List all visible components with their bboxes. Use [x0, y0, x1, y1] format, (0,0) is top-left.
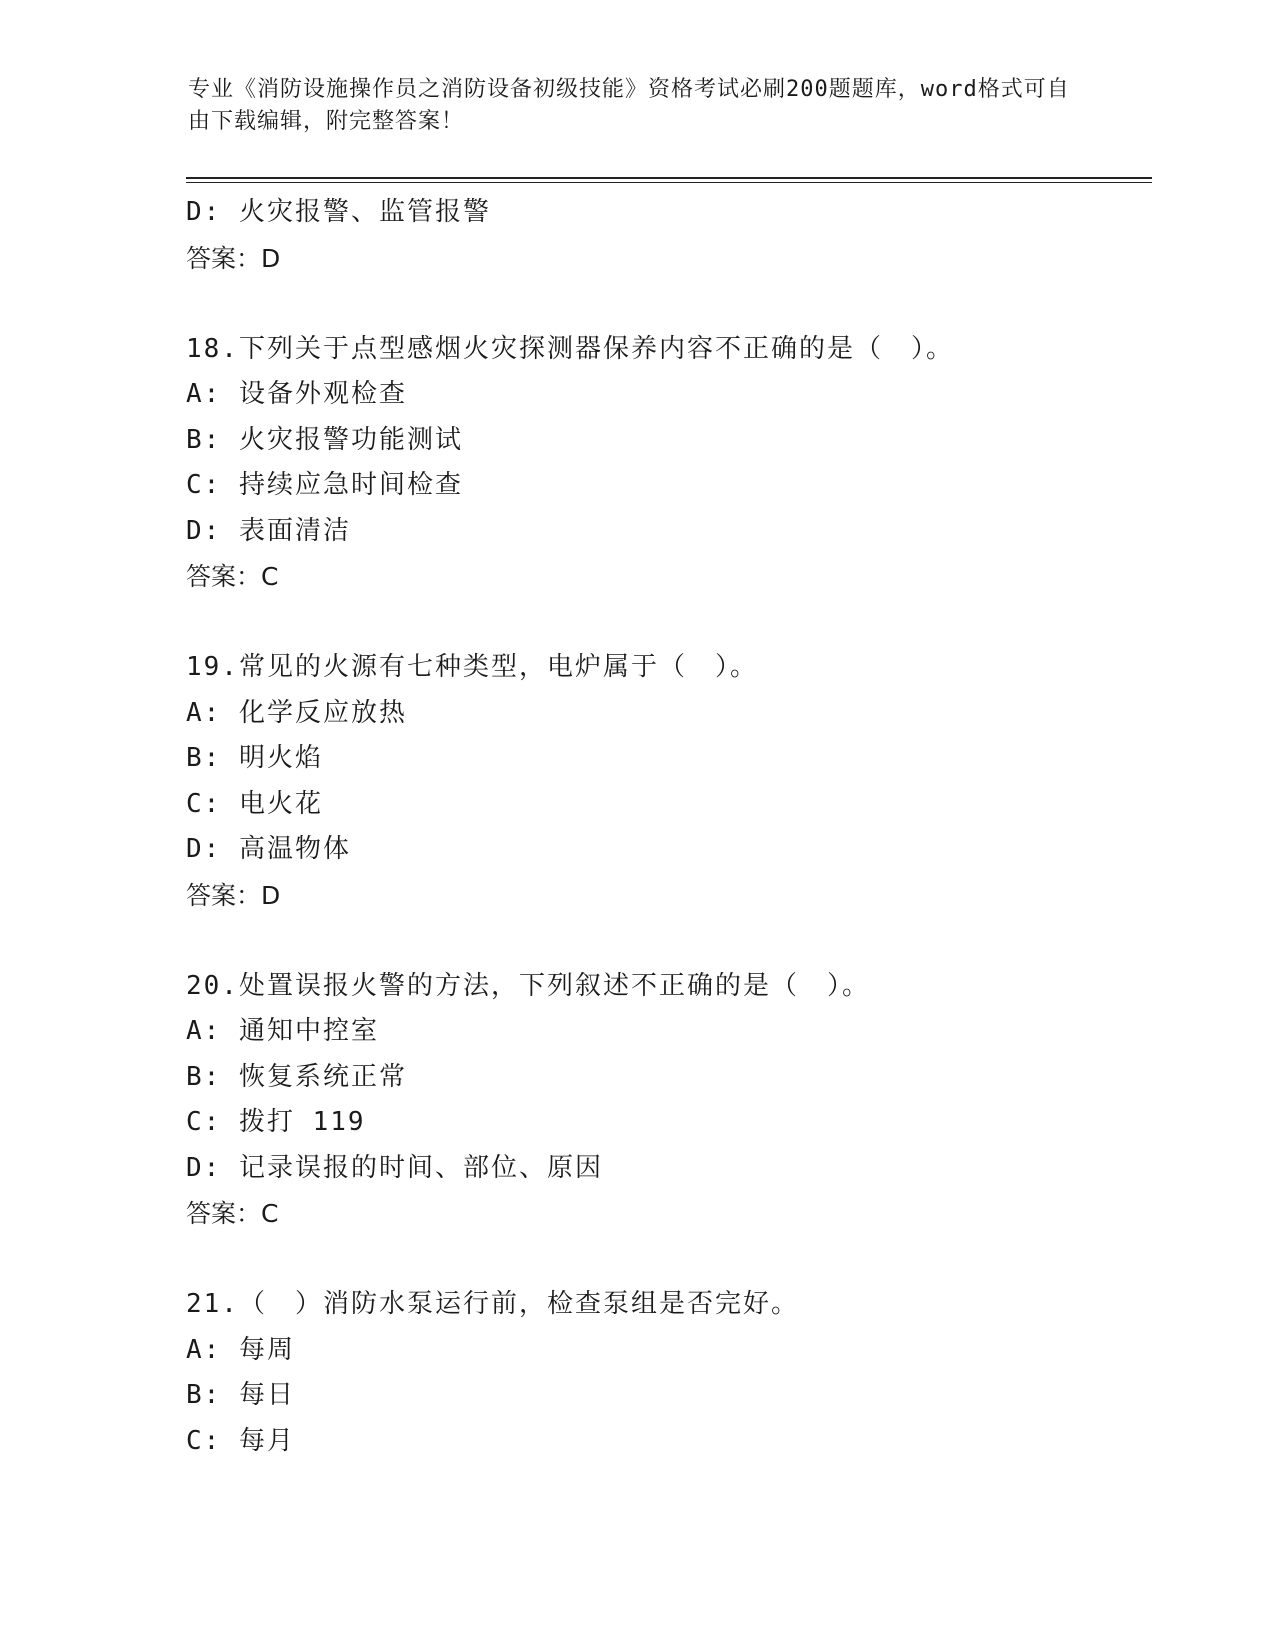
header-divider-thin [186, 182, 1152, 183]
question-stem: 19.常见的火源有七种类型，电炉属于（ ）。 [186, 652, 758, 682]
question-stem: 21.（ ）消防水泵运行前，检查泵组是否完好。 [186, 1289, 799, 1319]
question-answer: 答案：D [186, 880, 281, 910]
option-c: C: 持续应急时间检查 [186, 470, 463, 500]
option-b: B: 火灾报警功能测试 [186, 424, 463, 455]
question-18 [186, 327, 1146, 600]
header-divider-thick [186, 177, 1152, 179]
question-stem: 20.处置误报火警的方法，下列叙述不正确的是（ ）。 [186, 970, 870, 1001]
option-c: C: 每月 [186, 1425, 295, 1456]
option-b: B: 每日 [186, 1380, 295, 1410]
option-d: D: 表面清洁 [186, 515, 351, 546]
question-content [186, 190, 1146, 1464]
option-c: C: 电火花 [186, 788, 323, 819]
carryover-answer: 答案：D [186, 243, 281, 273]
option-a: A: 化学反应放热 [186, 697, 407, 728]
question-21 [186, 1282, 1146, 1464]
option-c: C: 拨打 119 [186, 1107, 366, 1137]
question-answer: 答案：C [186, 1199, 279, 1228]
question-20 [186, 964, 1146, 1237]
option-a: A: 设备外观检查 [186, 379, 407, 409]
option-b: B: 明火焰 [186, 743, 323, 773]
option-a: A: 每周 [186, 1334, 295, 1365]
spacer [186, 281, 1146, 327]
option-d: D: 记录误报的时间、部位、原因 [186, 1152, 603, 1183]
option-d: D: 高温物体 [186, 834, 351, 864]
option-b: B: 恢复系统正常 [186, 1061, 407, 1092]
spacer [186, 1237, 1146, 1283]
question-19 [186, 645, 1146, 918]
option-a: A: 通知中控室 [186, 1016, 379, 1046]
spacer [186, 600, 1146, 646]
carryover-option-d: D: 火灾报警、监管报警 [186, 197, 491, 227]
spacer [186, 918, 1146, 964]
document-header: 专业《消防设施操作员之消防设备初级技能》资格考试必刷200题题库，word格式可自由下载编辑，附完整答案！ [188, 77, 1070, 134]
question-answer: 答案：C [186, 562, 279, 591]
question-stem: 18.下列关于点型感烟火灾探测器保养内容不正确的是（ ）。 [186, 333, 954, 364]
